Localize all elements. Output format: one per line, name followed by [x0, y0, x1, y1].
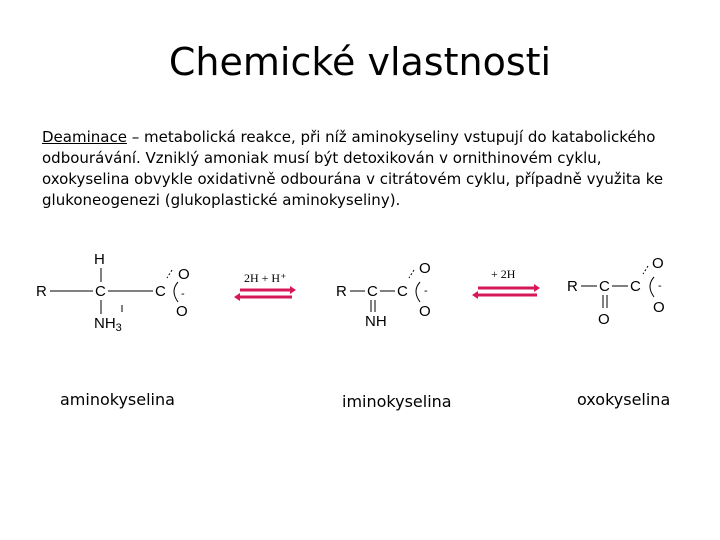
mol2-o1: O [419, 260, 431, 277]
oxoacid-structure [567, 255, 665, 328]
arrow1-label: 2H + H⁺ [244, 271, 287, 285]
mol3-o1: O [652, 255, 664, 272]
term-deaminace: Deaminace [42, 128, 127, 146]
mol2-dash [409, 270, 414, 278]
mol3-o-ketone: O [598, 311, 610, 328]
mol2-nh: NH [365, 313, 387, 330]
mol1-o2: O [176, 303, 188, 320]
mol2-charge: - [424, 285, 428, 297]
mol3-o2: O [653, 299, 665, 316]
mol2-resonance-arc [416, 282, 420, 302]
aminoacid-structure [36, 251, 190, 334]
arrow2-head-backward [472, 291, 478, 299]
definition-text: – metabolická reakce, při níž aminokyseliny vstupují do katabolického odbourávání. Vzniklý amoniak musí být detoxikován v ornithinovém cyklu, oxokyselina obvykle oxidativně odbourána v citrátovém cyklu, případně využita ke glukoneogenezi (glukoplastické aminokyseliny). [42, 128, 664, 209]
arrow2-head-forward [534, 284, 540, 292]
mol2-o2: O [419, 303, 431, 320]
mol1-charge: - [181, 288, 185, 300]
mol1-c: C [95, 283, 106, 300]
mol3-c2: C [630, 278, 641, 295]
mol1-o1: O [178, 266, 190, 283]
iminoacid-structure [336, 260, 431, 330]
mol3-r: R [567, 278, 578, 295]
mol1-nh3: $NH_3$ [94, 315, 122, 334]
mol2-r: R [336, 283, 347, 300]
mol2-c2: C [397, 283, 408, 300]
mol3-c: C [599, 278, 610, 295]
mol1-c2: C [155, 283, 166, 300]
caption-iminoacid: iminokyselina [342, 392, 452, 411]
mol3-resonance-arc [650, 277, 654, 297]
caption-oxoacid: oxokyselina [577, 390, 671, 409]
deamination-diagram [0, 240, 720, 350]
equilibrium-arrow-2 [472, 267, 540, 299]
mol1-dash [167, 270, 172, 278]
mol3-charge: - [658, 280, 662, 292]
arrow1-head-backward [234, 293, 240, 301]
mol3-dash [643, 266, 648, 274]
mol1-h: H [94, 251, 105, 268]
mol1-resonance-arc [174, 282, 178, 302]
equilibrium-arrow-1 [234, 271, 296, 301]
page-title: Chemické vlastnosti [168, 40, 552, 84]
mol2-c: C [367, 283, 378, 300]
mol1-r: R [36, 283, 47, 300]
definition-paragraph [42, 127, 692, 211]
arrow1-head-forward [290, 286, 296, 294]
caption-aminoacid: aminokyselina [60, 390, 175, 409]
arrow2-label: + 2H [491, 267, 516, 281]
